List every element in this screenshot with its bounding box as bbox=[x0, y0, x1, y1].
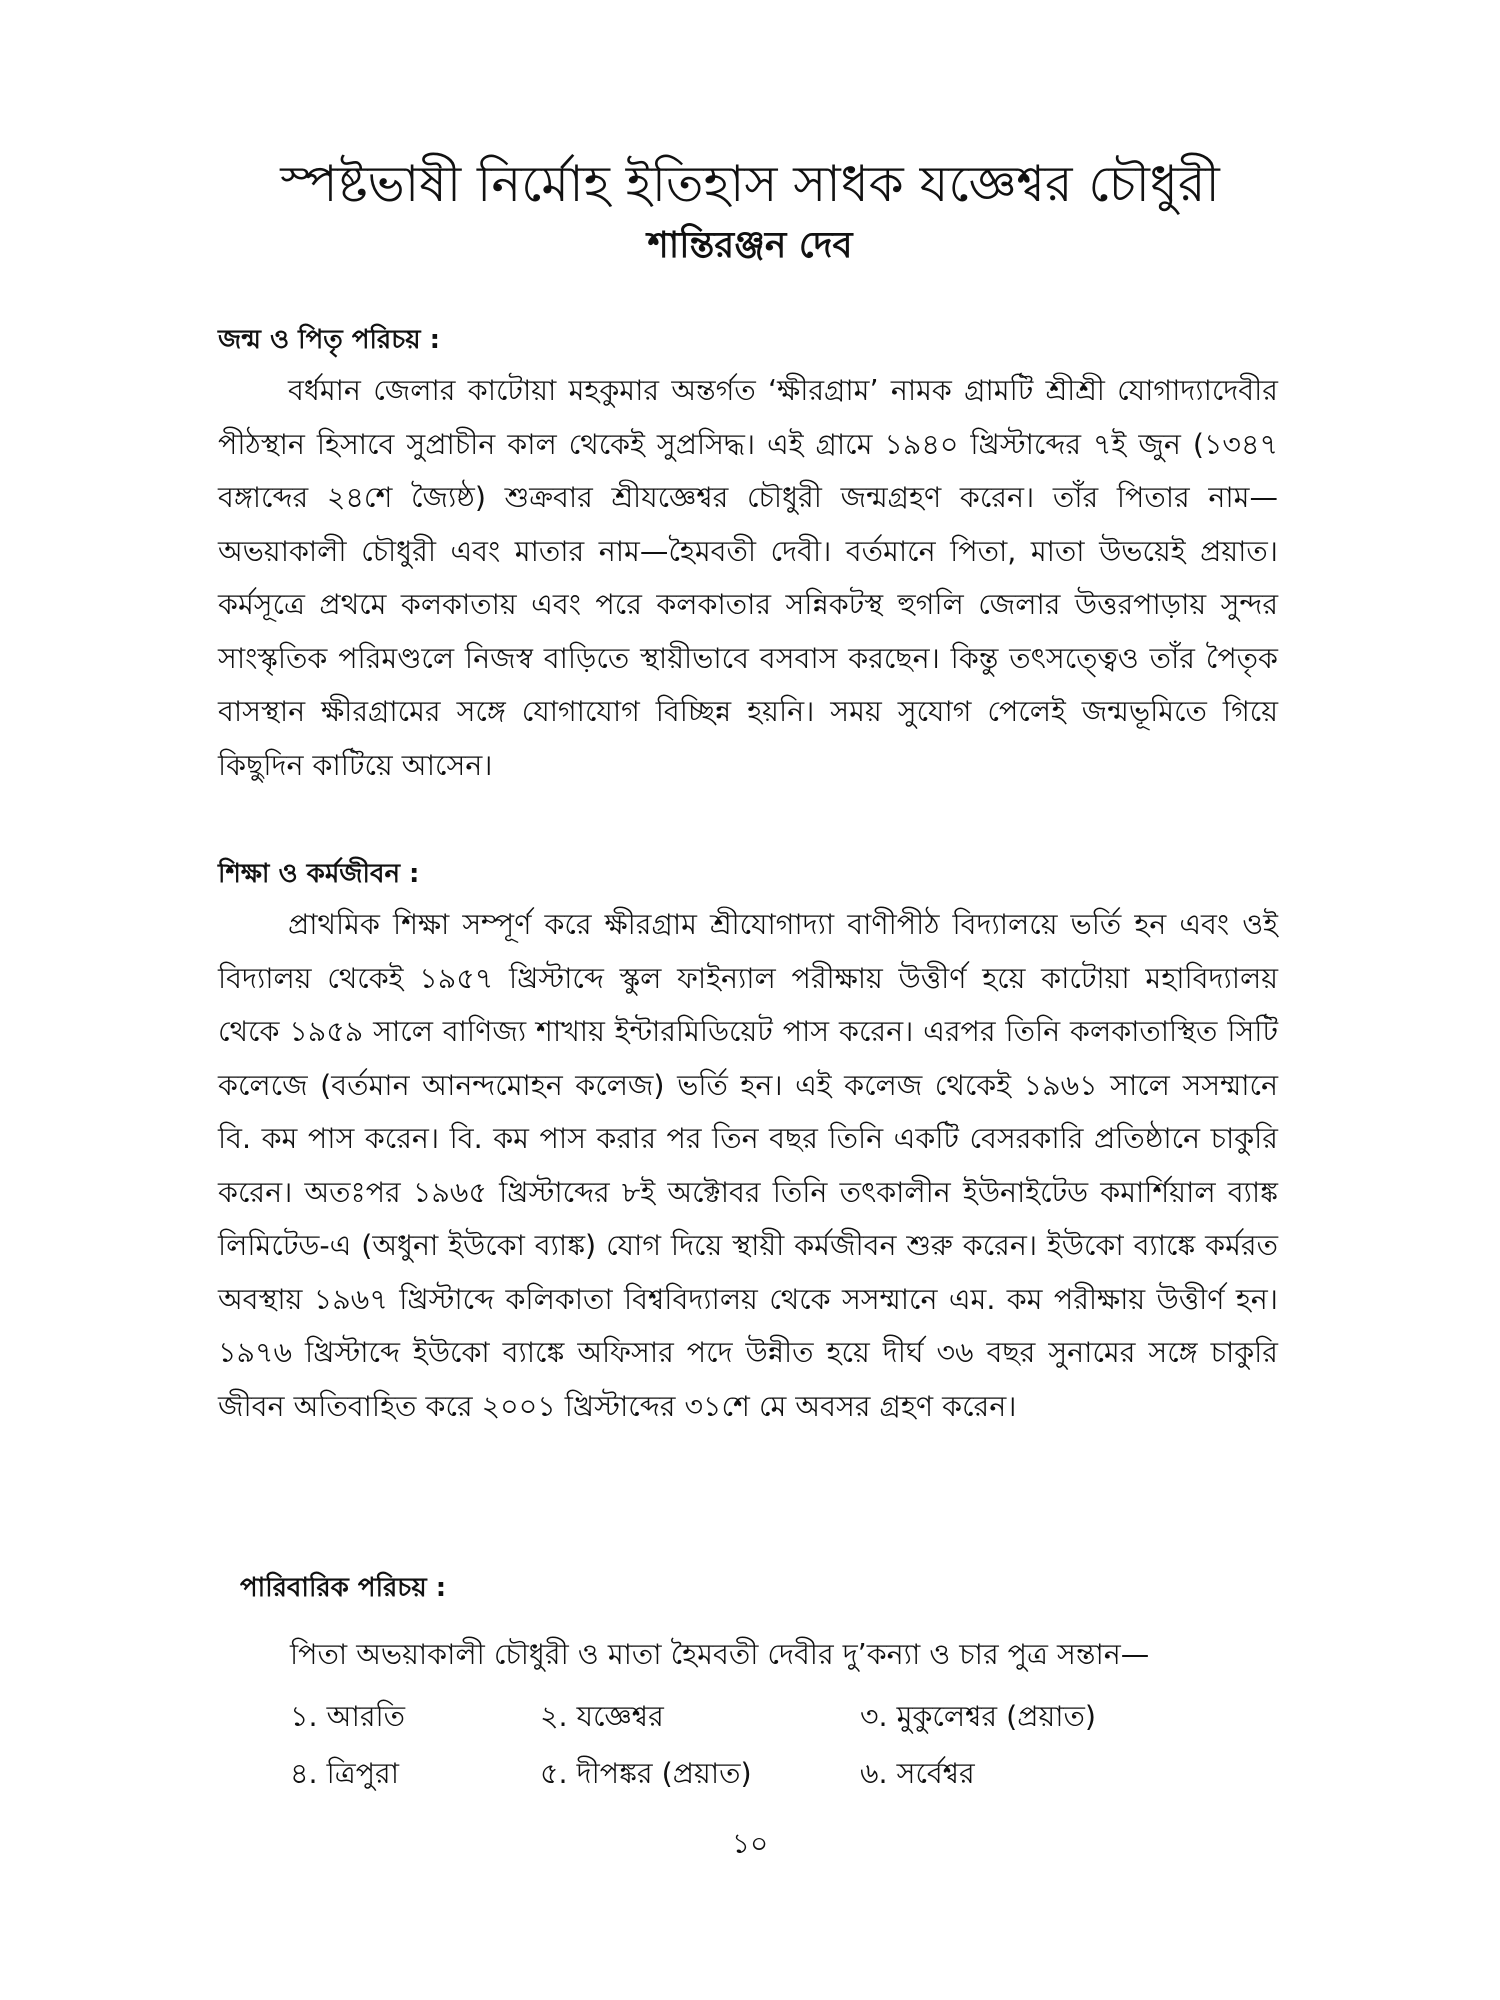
child-item: ৩. মুকুলেশ্বর (প্রয়াত) bbox=[860, 1700, 1097, 1733]
child-item: ৫. দীপঙ্কর (প্রয়াত) bbox=[540, 1757, 752, 1790]
birth-parentage-paragraph: বর্ধমান জেলার কাটোয়া মহকুমার অন্তর্গত ‘ক্ষীরগ্রাম’ নামক গ্রামটি শ্রীশ্রী যোগাদ্যাদেবীর পীঠস্থান হিসাবে সুপ্রাচীন কাল থেকেই সুপ্রসিদ্ধ। এই গ্রামে ১৯৪০ খ্রিস্টাব্দের ৭ই জুন (১৩৪৭ বঙ্গাব্দের ২৪শে জ্যৈষ্ঠ) শুক্রবার শ্রীযজ্ঞেশ্বর চৌধুরী জন্মগ্রহণ করেন। তাঁর পিতার নাম—অভয়াকালী চৌধুরী এবং মাতার নাম—হৈমবতী দেবী। বর্তমানে পিতা, মাতা উভয়েই প্রয়াত। কর্মসূত্রে প্রথমে কলকাতায় এবং পরে কলকাতার সন্নিকটস্থ হুগলি জেলার উত্তরপাড়ায় সুন্দর সাংস্কৃতিক পরিমণ্ডলে নিজস্ব বাড়িতে স্থায়ীভাবে বসবাস করছেন। কিন্তু তৎসত্ত্বেও তাঁর পৈতৃক বাসস্থান ক্ষীরগ্রামের সঙ্গে যোগাযোগ বিচ্ছিন্ন হয়নি। সময় সুযোগ পেলেই জন্মভূমিতে গিয়ে কিছুদিন কাটিয়ে আসেন। bbox=[218, 374, 1278, 782]
birth-parentage-heading: জন্ম ও পিতৃ পরিচয় : bbox=[218, 325, 441, 355]
page-title: স্পষ্টভাষী নির্মোহ ইতিহাস সাধক যজ্ঞেশ্বর চৌধুরী bbox=[280, 155, 1220, 213]
author-name: শান্তিরঞ্জন দেব bbox=[647, 225, 853, 266]
page-number: ১০ bbox=[731, 1827, 769, 1860]
family-intro: পিতা অভয়াকালী চৌধুরী ও মাতা হৈমবতী দেবীর দু’কন্যা ও চার পুত্র সন্তান— bbox=[290, 1638, 1150, 1671]
child-item: ১. আরতি bbox=[290, 1700, 406, 1733]
child-item: ৬. সর্বেশ্বর bbox=[860, 1757, 975, 1790]
children-list bbox=[290, 1688, 1190, 1802]
child-item: ২. যজ্ঞেশ্বর bbox=[540, 1700, 664, 1733]
education-career-paragraph: প্রাথমিক শিক্ষা সম্পূর্ণ করে ক্ষীরগ্রাম শ্রীযোগাদ্যা বাণীপীঠ বিদ্যালয়ে ভর্তি হন এবং ওই বিদ্যালয় থেকেই ১৯৫৭ খ্রিস্টাব্দে স্কুল ফাইন্যাল পরীক্ষায় উত্তীর্ণ হয়ে কাটোয়া মহাবিদ্যালয় থেকে ১৯৫৯ সালে বাণিজ্য শাখায় ইন্টারমিডিয়েট পাস করেন। এরপর তিনি কলকাতাস্থিত সিটি কলেজে (বর্তমান আনন্দমোহন কলেজ) ভর্তি হন। এই কলেজ থেকেই ১৯৬১ সালে সসম্মানে বি. কম পাস করেন। বি. কম পাস করার পর তিন বছর তিনি একটি বেসরকারি প্রতিষ্ঠানে চাকুরি করেন। অতঃপর ১৯৬৫ খ্রিস্টাব্দের ৮ই অক্টোবর তিনি তৎকালীন ইউনাইটেড কমার্শিয়াল ব্যাঙ্ক লিমিটেড-এ (অধুনা ইউকো ব্যাঙ্ক) যোগ দিয়ে স্থায়ী কর্মজীবন শুরু করেন। ইউকো ব্যাঙ্কে কর্মরত অবস্থায় ১৯৬৭ খ্রিস্টাব্দে কলিকাতা বিশ্ববিদ্যালয় থেকে সসম্মানে এম. কম পরীক্ষায় উত্তীর্ণ হন। ১৯৭৬ খ্রিস্টাব্দে ইউকো ব্যাঙ্কে অফিসার পদে উন্নীত হয়ে দীর্ঘ ৩৬ বছর সুনামের সঙ্গে চাকুরি জীবন অতিবাহিত করে ২০০১ খ্রিস্টাব্দের ৩১শে মে অবসর গ্রহণ করেন। bbox=[218, 908, 1278, 1423]
child-item: ৪. ত্রিপুরা bbox=[290, 1757, 399, 1790]
education-career-heading: শিক্ষা ও কর্মজীবন : bbox=[218, 859, 420, 889]
family-heading: পারিবারিক পরিচয় : bbox=[240, 1573, 447, 1603]
